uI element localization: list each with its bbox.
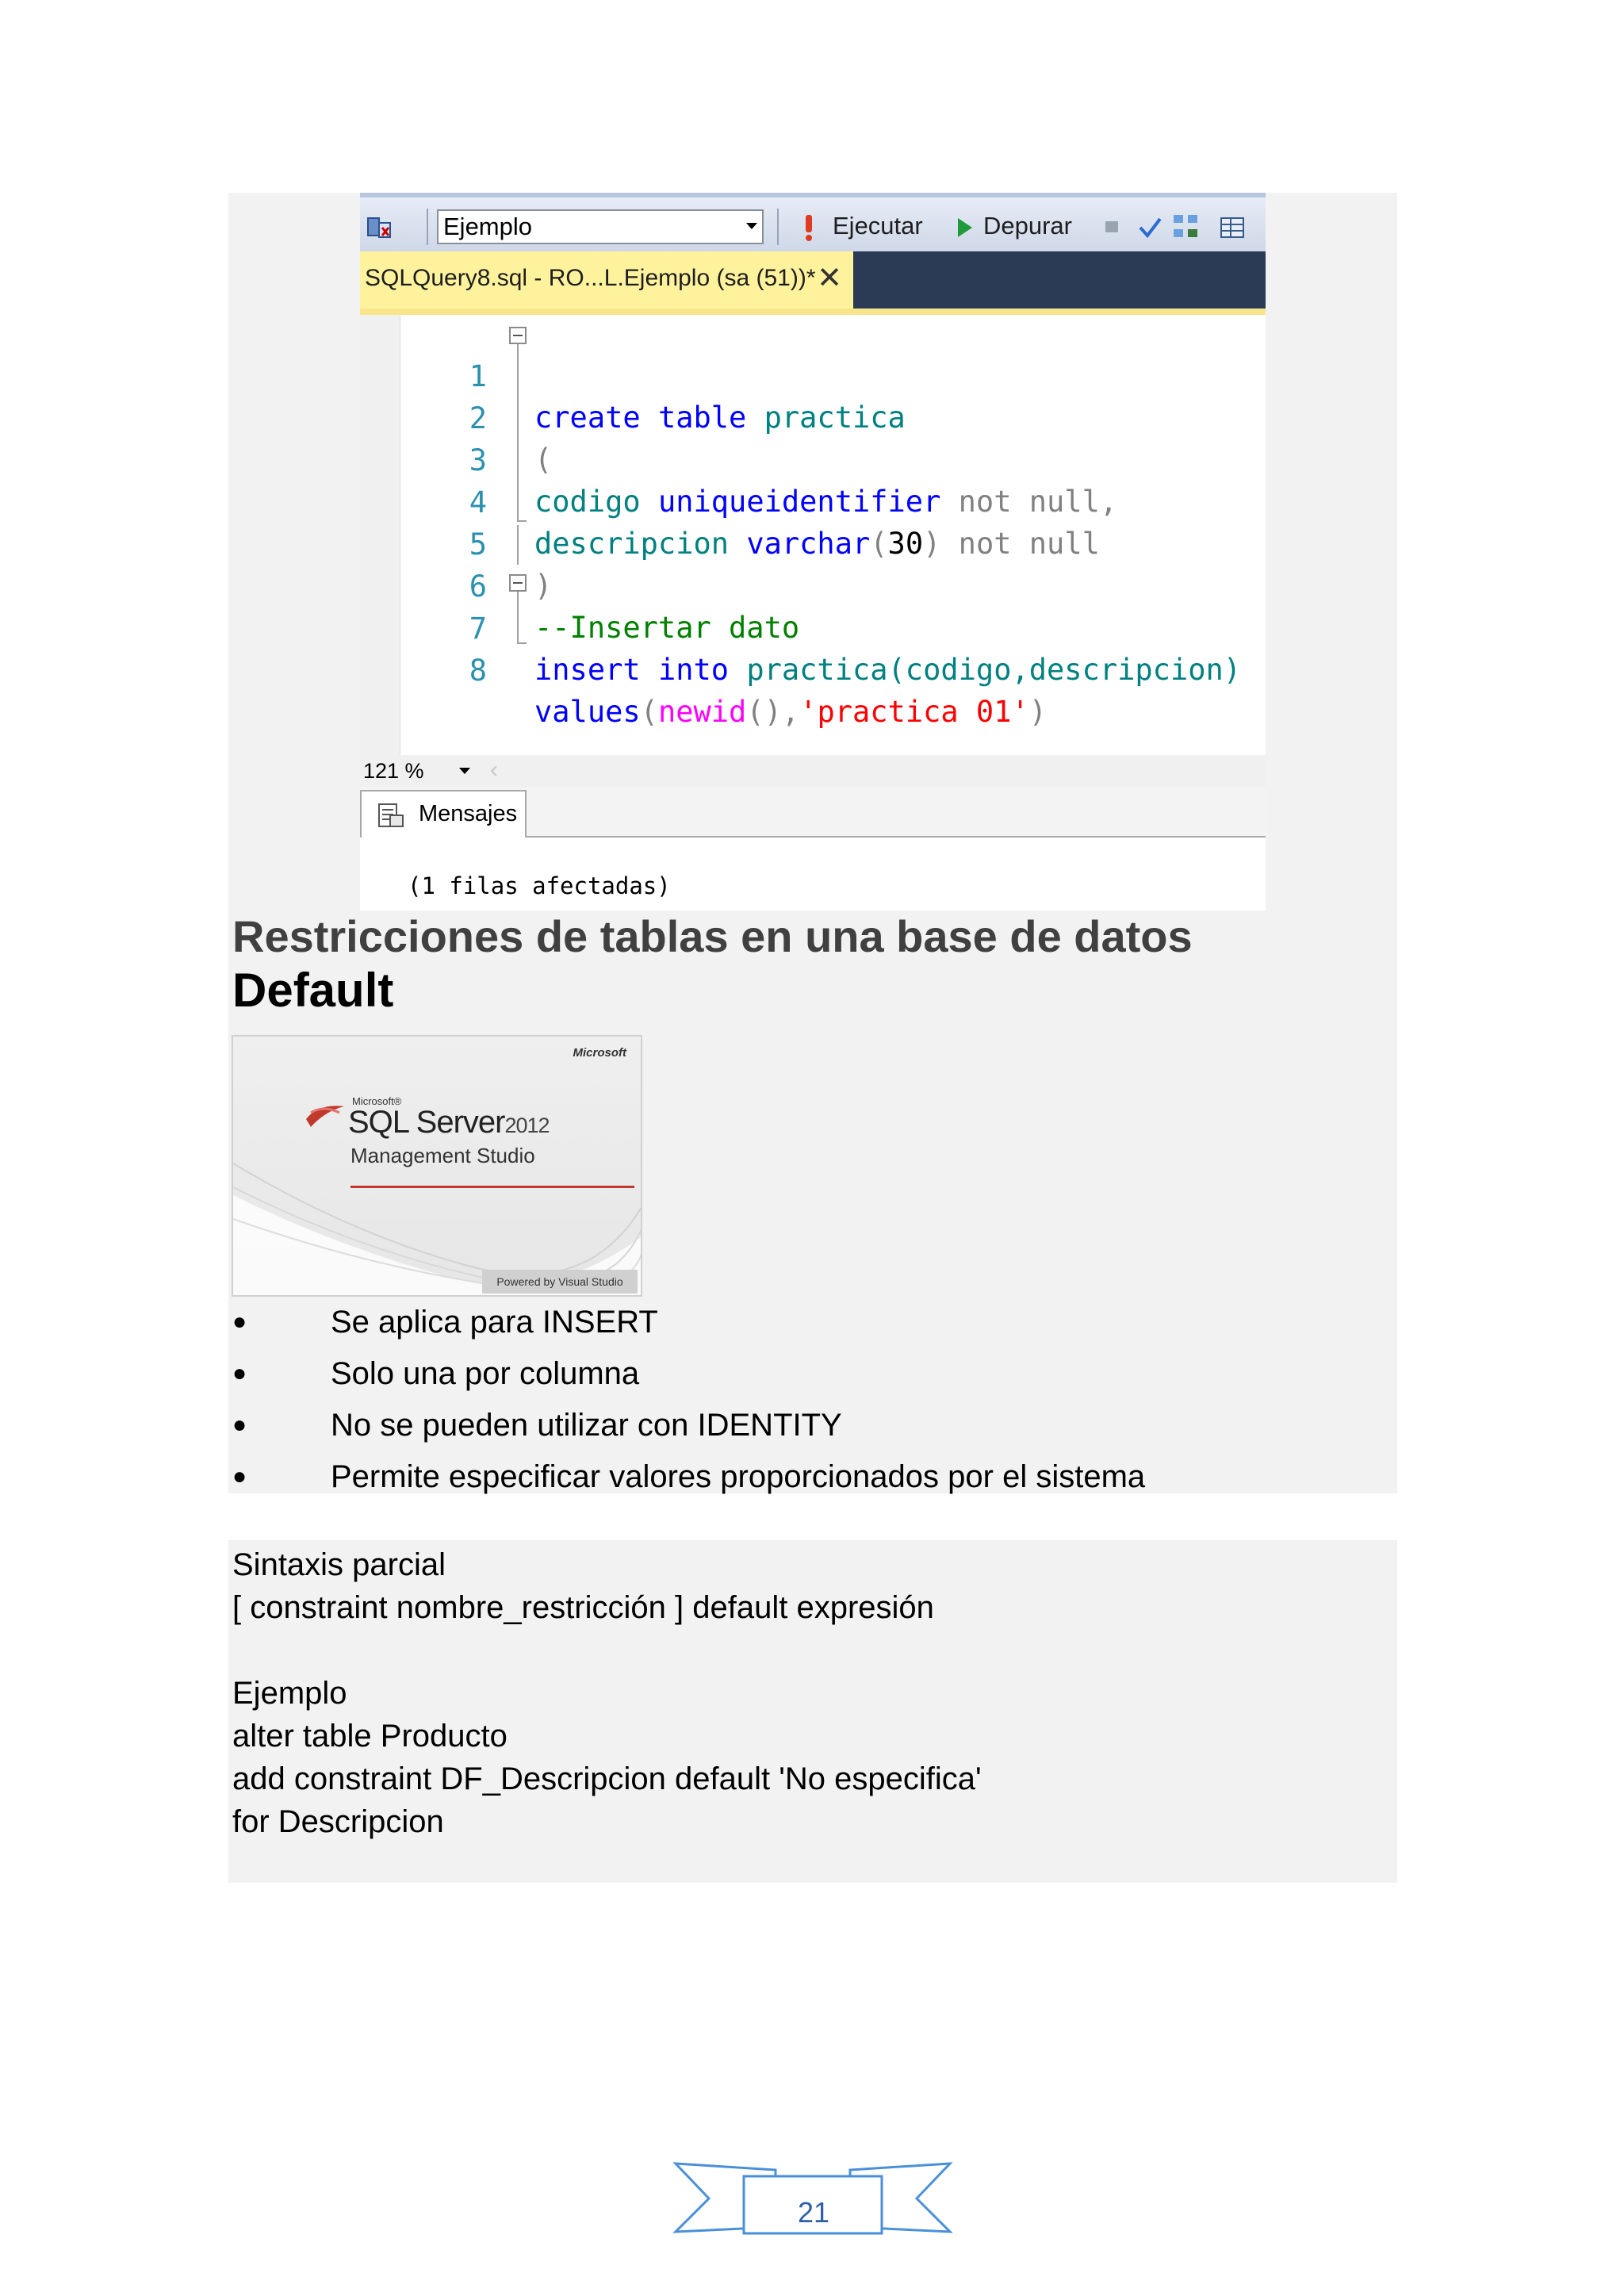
example-title: Ejemplo (232, 1676, 347, 1711)
bullet-dot: ● (232, 1412, 247, 1438)
code-token: uniqueidentifier (657, 485, 941, 519)
product-year: 2012 (504, 1114, 550, 1137)
bullet-text: Permite especificar valores proporcionados por el sistema (331, 1459, 1146, 1494)
sql-server-splash-image (232, 1035, 642, 1297)
tab-underline (360, 309, 1266, 315)
results-grid-icon[interactable] (1216, 212, 1248, 243)
code-token: ( (640, 695, 658, 729)
page-number: 21 (797, 2196, 830, 2229)
toolbar-separator (777, 209, 779, 245)
bullet-text: Solo una por columna (331, 1356, 640, 1391)
line-number: 2 (469, 401, 487, 435)
bullet-dot: ● (232, 1463, 247, 1489)
code-token: not null (958, 527, 1100, 561)
zoom-bar (360, 755, 1266, 787)
stop-icon[interactable] (1096, 212, 1128, 243)
execute-button[interactable]: Ejecutar (833, 212, 923, 240)
chevron-down-icon[interactable] (459, 768, 470, 774)
database-select[interactable] (437, 209, 764, 244)
syntax-title: Sintaxis parcial (232, 1547, 446, 1582)
code-token: ( (870, 527, 888, 561)
bullet-dot: ● (232, 1309, 247, 1335)
code-token: , (781, 695, 800, 729)
ssms-screenshot (360, 193, 1266, 910)
code-token: create (534, 401, 641, 435)
bullet-text: Se aplica para INSERT (331, 1305, 658, 1340)
code-token: 30 (887, 527, 924, 561)
code-token: ) (923, 527, 941, 561)
code-string: 'practica 01' (799, 695, 1029, 729)
powered-by-label: Powered by Visual Studio (482, 1270, 638, 1294)
example-line: for Descripcion (232, 1804, 444, 1839)
execute-icon[interactable] (793, 212, 825, 243)
product-edition: Management Studio (350, 1144, 535, 1167)
code-token: ) (534, 569, 553, 603)
query-plan-icon[interactable] (1170, 212, 1202, 243)
bullet-text: No se pueden utilizar con IDENTITY (331, 1408, 842, 1443)
scroll-left-icon[interactable]: ‹ (490, 757, 498, 783)
zoom-select[interactable]: 121 % (363, 759, 424, 783)
code-token: () (746, 695, 782, 729)
toolbar-separator (427, 209, 428, 245)
results-tab-strip (360, 787, 1266, 838)
database-connect-icon[interactable] (363, 212, 395, 243)
section-subheading: Default (232, 964, 394, 1017)
code-token: practica(codigo,descripcion) (746, 653, 1242, 687)
code-token: not null, (958, 485, 1118, 519)
debug-button[interactable]: Depurar (983, 212, 1072, 240)
example-line: add constraint DF_Descripcion default 'No especifica' (232, 1761, 982, 1796)
bullet-dot: ● (232, 1360, 247, 1386)
line-number: 6 (469, 569, 487, 604)
tab-messages[interactable] (360, 790, 527, 838)
code-token: ) (1028, 695, 1048, 729)
code-comment: --Insertar dato (534, 611, 800, 645)
chevron-down-icon (746, 223, 757, 229)
ssms-toolbar (360, 193, 1266, 251)
messages-icon (376, 799, 406, 830)
product-name-text: SQL Server (348, 1105, 505, 1140)
example-line: alter table Producto (232, 1719, 508, 1754)
database-select-value: Ejemplo (443, 213, 532, 240)
line-number: 5 (469, 527, 487, 562)
product-name (348, 1105, 550, 1140)
tab-sqlquery8[interactable] (360, 251, 853, 309)
code-token: values (534, 695, 641, 729)
code-token: table (657, 401, 747, 435)
document-tab-bar (360, 251, 1266, 309)
close-icon[interactable]: ✕ (817, 262, 842, 295)
code-token: practica (764, 401, 906, 435)
line-number: 4 (469, 485, 487, 519)
line-number: 8 (469, 654, 487, 688)
checkmark-icon[interactable] (1134, 212, 1166, 243)
messages-tab-label: Mensajes (419, 801, 518, 826)
sql-server-logo-icon (303, 1095, 347, 1135)
query-editor[interactable] (360, 315, 1266, 755)
splash-divider (350, 1186, 634, 1188)
code-token: newid (657, 695, 747, 729)
syntax-line: [ constraint nombre_restricción ] default expresión (232, 1590, 934, 1625)
code-token: codigo (534, 485, 641, 519)
code-line (360, 315, 1266, 435)
play-icon[interactable] (948, 212, 980, 243)
code-token: ( (534, 443, 553, 477)
messages-output: (1 filas afectadas) (408, 872, 671, 899)
code-token: insert (534, 653, 641, 687)
section-heading: Restricciones de tablas en una base de datos (232, 911, 1193, 961)
microsoft-logo: Microsoft (573, 1046, 626, 1060)
code-token: into (657, 653, 730, 687)
tab-title: SQLQuery8.sql - RO...L.Ejemplo (sa (51))* (365, 265, 816, 291)
line-number: 3 (469, 443, 487, 477)
results-pane (360, 787, 1266, 910)
code-token: descripcion (534, 527, 730, 561)
code-line (360, 399, 1266, 519)
code-token: varchar (746, 527, 871, 561)
microsoft-small-label: Microsoft® (352, 1095, 402, 1107)
line-number: 7 (469, 611, 487, 646)
line-number: 1 (469, 359, 487, 393)
code-line (360, 525, 1266, 645)
